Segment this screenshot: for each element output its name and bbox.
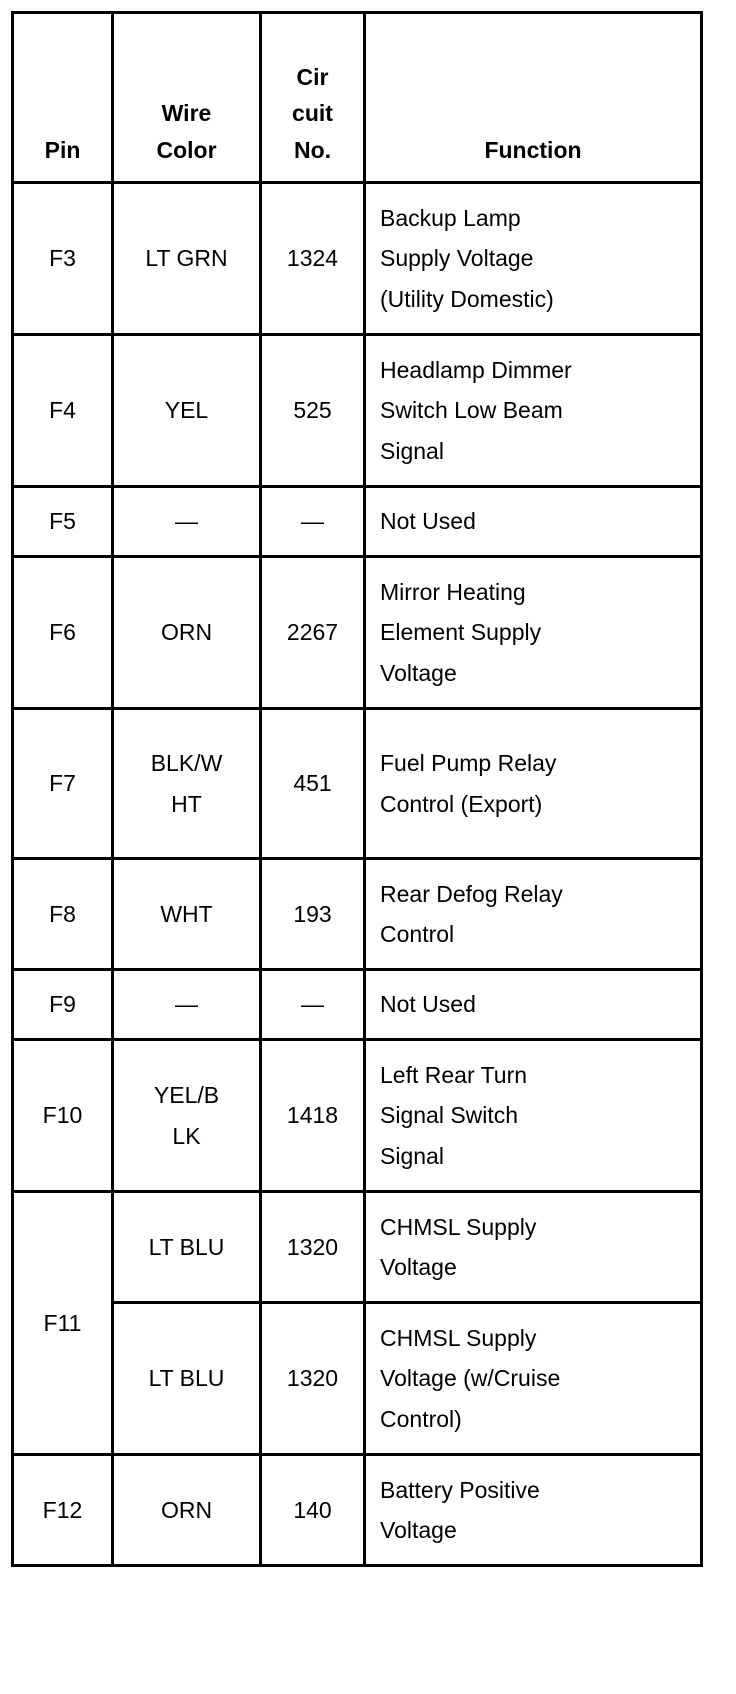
table-row [13, 183, 702, 335]
wire-color-cell: LT BLU [113, 1192, 261, 1303]
header-row [13, 13, 702, 183]
wire-color-cell: ORN [113, 1455, 261, 1566]
function-cell: CHMSL Supply Voltage [365, 1192, 702, 1303]
pin-cell: F9 [13, 970, 113, 1040]
function-cell: Fuel Pump Relay Control (Export) [365, 709, 702, 859]
pin-cell: F7 [13, 709, 113, 859]
header-function: Function [365, 13, 702, 183]
table-row [13, 487, 702, 557]
circuit-cell: 1324 [261, 183, 365, 335]
function-cell: Not Used [365, 970, 702, 1040]
function-cell: Backup Lamp Supply Voltage (Utility Domestic) [365, 183, 702, 335]
function-cell: CHMSL Supply Voltage (w/Cruise Control) [365, 1303, 702, 1455]
wire-color-cell: ORN [113, 557, 261, 709]
pin-cell: F11 [13, 1192, 113, 1455]
wire-color-cell: YEL/B LK [113, 1040, 261, 1192]
wire-color-cell: LT GRN [113, 183, 261, 335]
table-row [13, 335, 702, 487]
circuit-cell: 1320 [261, 1192, 365, 1303]
circuit-cell: 525 [261, 335, 365, 487]
pin-cell: F8 [13, 859, 113, 970]
table-row [13, 1303, 702, 1455]
circuit-cell: — [261, 487, 365, 557]
header-wire-color: Wire Color [113, 13, 261, 183]
wire-color-cell: LT BLU [113, 1303, 261, 1455]
pin-cell: F3 [13, 183, 113, 335]
table-row [13, 557, 702, 709]
circuit-cell: 1320 [261, 1303, 365, 1455]
wire-color-cell: — [113, 970, 261, 1040]
table-row [13, 709, 702, 859]
pin-cell: F6 [13, 557, 113, 709]
table-row [13, 859, 702, 970]
pin-cell: F12 [13, 1455, 113, 1566]
wire-color-cell: BLK/W HT [113, 709, 261, 859]
pin-cell: F10 [13, 1040, 113, 1192]
header-circuit-no: Cir cuit No. [261, 13, 365, 183]
wire-color-cell: — [113, 487, 261, 557]
pin-cell: F4 [13, 335, 113, 487]
function-cell: Battery Positive Voltage [365, 1455, 702, 1566]
circuit-cell: 1418 [261, 1040, 365, 1192]
table-row [13, 970, 702, 1040]
header-pin: Pin [13, 13, 113, 183]
pin-cell: F5 [13, 487, 113, 557]
circuit-cell: 2267 [261, 557, 365, 709]
circuit-cell: 193 [261, 859, 365, 970]
pin-table [11, 11, 703, 1567]
table-row [13, 1040, 702, 1192]
circuit-cell: 451 [261, 709, 365, 859]
table-row [13, 1455, 702, 1566]
function-cell: Mirror Heating Element Supply Voltage [365, 557, 702, 709]
function-cell: Not Used [365, 487, 702, 557]
circuit-cell: — [261, 970, 365, 1040]
table-row [13, 1192, 702, 1303]
wire-color-cell: WHT [113, 859, 261, 970]
function-cell: Rear Defog Relay Control [365, 859, 702, 970]
function-cell: Headlamp Dimmer Switch Low Beam Signal [365, 335, 702, 487]
circuit-cell: 140 [261, 1455, 365, 1566]
wire-color-cell: YEL [113, 335, 261, 487]
function-cell: Left Rear Turn Signal Switch Signal [365, 1040, 702, 1192]
